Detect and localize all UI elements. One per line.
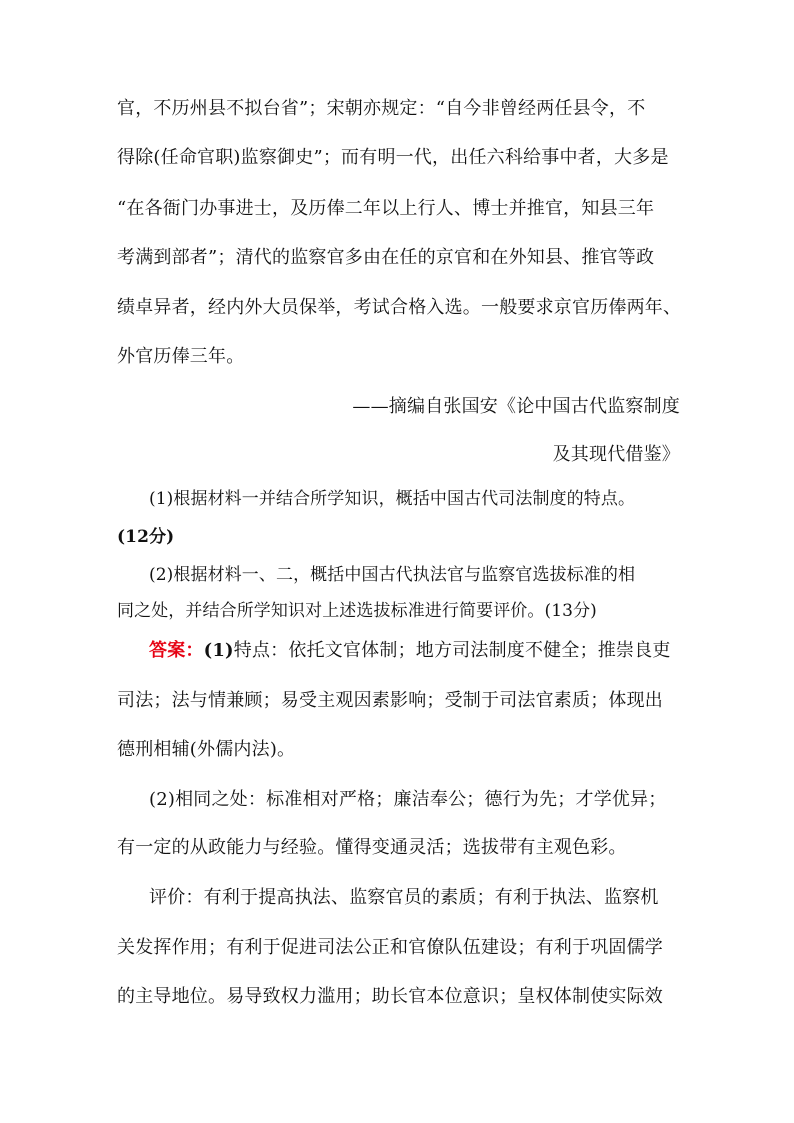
question-1-line-2: (12分) xyxy=(117,527,175,547)
answer-1-line-2: 司法；法与情兼顾；易受主观因素影响；受制于司法官素质；体现出 xyxy=(117,690,663,711)
question-1-line-1: (1)根据材料一并结合所学知识，概括中国古代司法制度的特点。 xyxy=(149,489,636,509)
answer-2-line-2: 有一定的从政能力与经验。懂得变通灵活；选拔带有主观色彩。 xyxy=(117,837,627,858)
material-line-5: 绩卓异者，经内外大员保举，考试合格入选。一般要求京官历俸两年、 xyxy=(117,297,682,318)
answer-1-line-1-text: 特点：依托文官体制；地方司法制度不健全；推崇良吏 xyxy=(233,640,671,661)
question-2-line-2: 同之处，并结合所学知识对上述选拔标准进行简要评价。(13分) xyxy=(117,601,597,621)
evaluation-line-1: 评价：有利于提高执法、监察官员的素质；有利于执法、监察机 xyxy=(149,887,659,908)
material-line-2: 得除(任命官职)监察御史”；而有明一代，出任六科给事中者，大多是 xyxy=(117,147,669,168)
material-line-3: “在各衙门办事进士，及历俸二年以上行人、博士并推官，知县三年 xyxy=(117,198,655,219)
answer-1-prefix: (1) xyxy=(203,640,234,661)
answer-line-1 xyxy=(149,639,687,663)
evaluation-line-3: 的主导地位。易导致权力滥用；助长官本位意识；皇权体制使实际效 xyxy=(117,986,663,1007)
evaluation-line-2: 关发挥作用；有利于促进司法公正和官僚队伍建设；有利于巩固儒学 xyxy=(117,937,663,958)
question-2-line-1: (2)根据材料一、二，概括中国古代执法官与监察官选拔标准的相 xyxy=(149,565,636,585)
answer-1-line-3: 德刑相辅(外儒内法)。 xyxy=(117,739,296,760)
material-line-6: 外官历俸三年。 xyxy=(117,346,245,367)
source-line-2: 及其现代借鉴》 xyxy=(552,444,680,465)
material-line-1: 官，不历州县不拟台省”；宋朝亦规定：“自今非曾经两任县令，不 xyxy=(117,98,646,119)
answer-label: 答案： xyxy=(149,640,204,661)
answer-2-line-1: (2)相同之处：标准相对严格；廉洁奉公；德行为先；才学优异； xyxy=(149,789,667,810)
source-line-1: ——摘编自张国安《论中国古代监察制度 xyxy=(352,396,680,417)
material-line-4: 考满到部者”；清代的监察官多由在任的京官和在外知县、推官等政 xyxy=(117,247,655,268)
